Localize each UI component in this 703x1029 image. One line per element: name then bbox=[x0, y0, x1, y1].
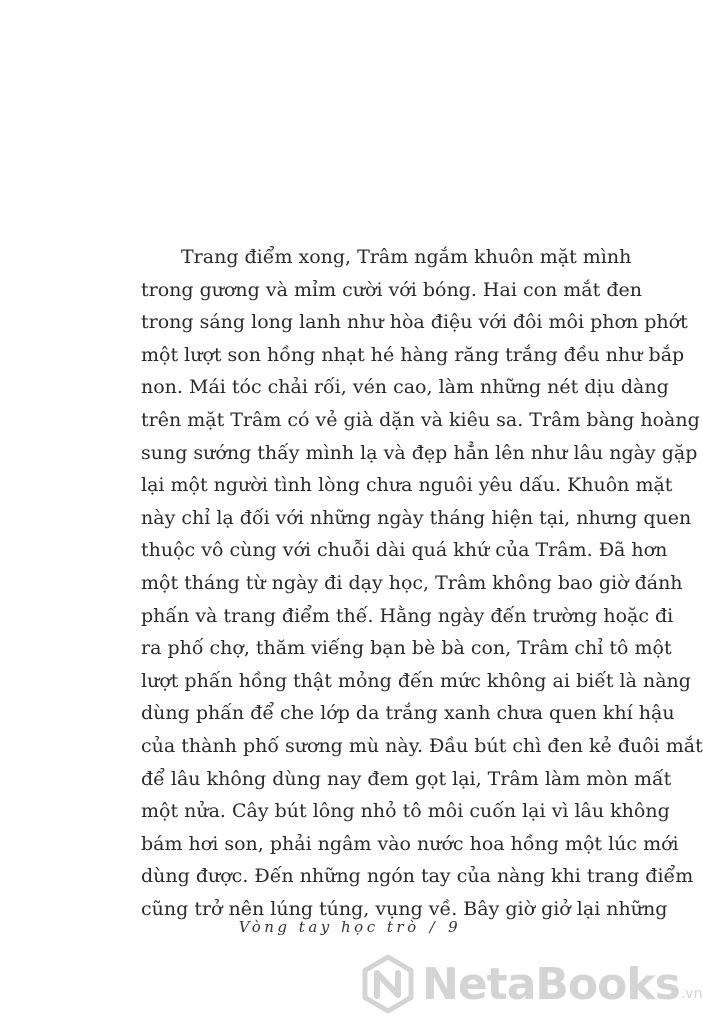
text-line: lượt phấn hồng thật mỏng đến mức không ai biết là nàng bbox=[141, 669, 691, 692]
text-line: để lâu không dùng nay đem gọt lại, Trâm làm mòn mất bbox=[141, 767, 672, 790]
netabooks-logo-icon bbox=[358, 954, 418, 1014]
watermark-suffix: .vn bbox=[680, 986, 703, 1002]
body-paragraph bbox=[141, 241, 703, 925]
text-line: trong gương và mỉm cười với bóng. Hai con mắt đen bbox=[141, 278, 642, 301]
text-line: một tháng từ ngày đi dạy học, Trâm không bao giờ đánh bbox=[141, 571, 683, 594]
text-line: của thành phố sương mù này. Đầu bút chì đen kẻ đuôi mắt bbox=[141, 734, 703, 757]
page-number: 9 bbox=[448, 918, 462, 936]
page-footer bbox=[0, 918, 700, 936]
text-line: một nửa. Cây bút lông nhỏ tô môi cuốn lại vì lâu không bbox=[141, 800, 670, 823]
text-line: ra phố chợ, thăm viếng bạn bè bà con, Trâm chỉ tô một bbox=[141, 637, 672, 660]
text-line: thuộc vô cùng với chuỗi dài quá khứ của Trâm. Đã hơn bbox=[141, 539, 668, 562]
text-line: cũng trở nên lúng túng, vụng về. Bây giờ giở lại những bbox=[141, 897, 668, 920]
text-line: non. Mái tóc chải rối, vén cao, làm những nét dịu dàng bbox=[141, 376, 669, 399]
text-line: sung sướng thấy mình lạ và đẹp hẳn lên như lâu ngày gặp bbox=[141, 441, 698, 464]
text-line: dùng được. Đến những ngón tay của nàng khi trang điểm bbox=[141, 865, 694, 888]
watermark-text: NetaBooks bbox=[422, 958, 680, 1010]
text-line: bám hơi son, phải ngâm vào nước hoa hồng một lúc mới bbox=[141, 832, 679, 855]
footer-separator: / bbox=[429, 918, 439, 936]
text-line: Trang điểm xong, Trâm ngắm khuôn mặt mình bbox=[181, 246, 632, 268]
watermark bbox=[358, 952, 702, 1016]
text-line: dùng phấn để che lớp da trắng xanh chưa quen khí hậu bbox=[141, 702, 675, 725]
text-line: trên mặt Trâm có vẻ già dặn và kiêu sa. Trâm bàng hoàng bbox=[141, 408, 700, 431]
text-line: phấn và trang điểm thế. Hằng ngày đến trường hoặc đi bbox=[141, 604, 674, 627]
text-line: một lượt son hồng nhạt hé hàng răng trắng đều như bắp bbox=[141, 343, 685, 366]
text-line: này chỉ lạ đối với những ngày tháng hiện tại, nhưng quen bbox=[141, 506, 692, 529]
text-line: trong sáng long lanh như hòa điệu với đôi môi phơn phớt bbox=[141, 311, 688, 334]
book-title: Vòng tay học trò bbox=[238, 918, 420, 936]
text-line: lại một người tình lòng chưa nguôi yêu dấu. Khuôn mặt bbox=[141, 474, 673, 497]
